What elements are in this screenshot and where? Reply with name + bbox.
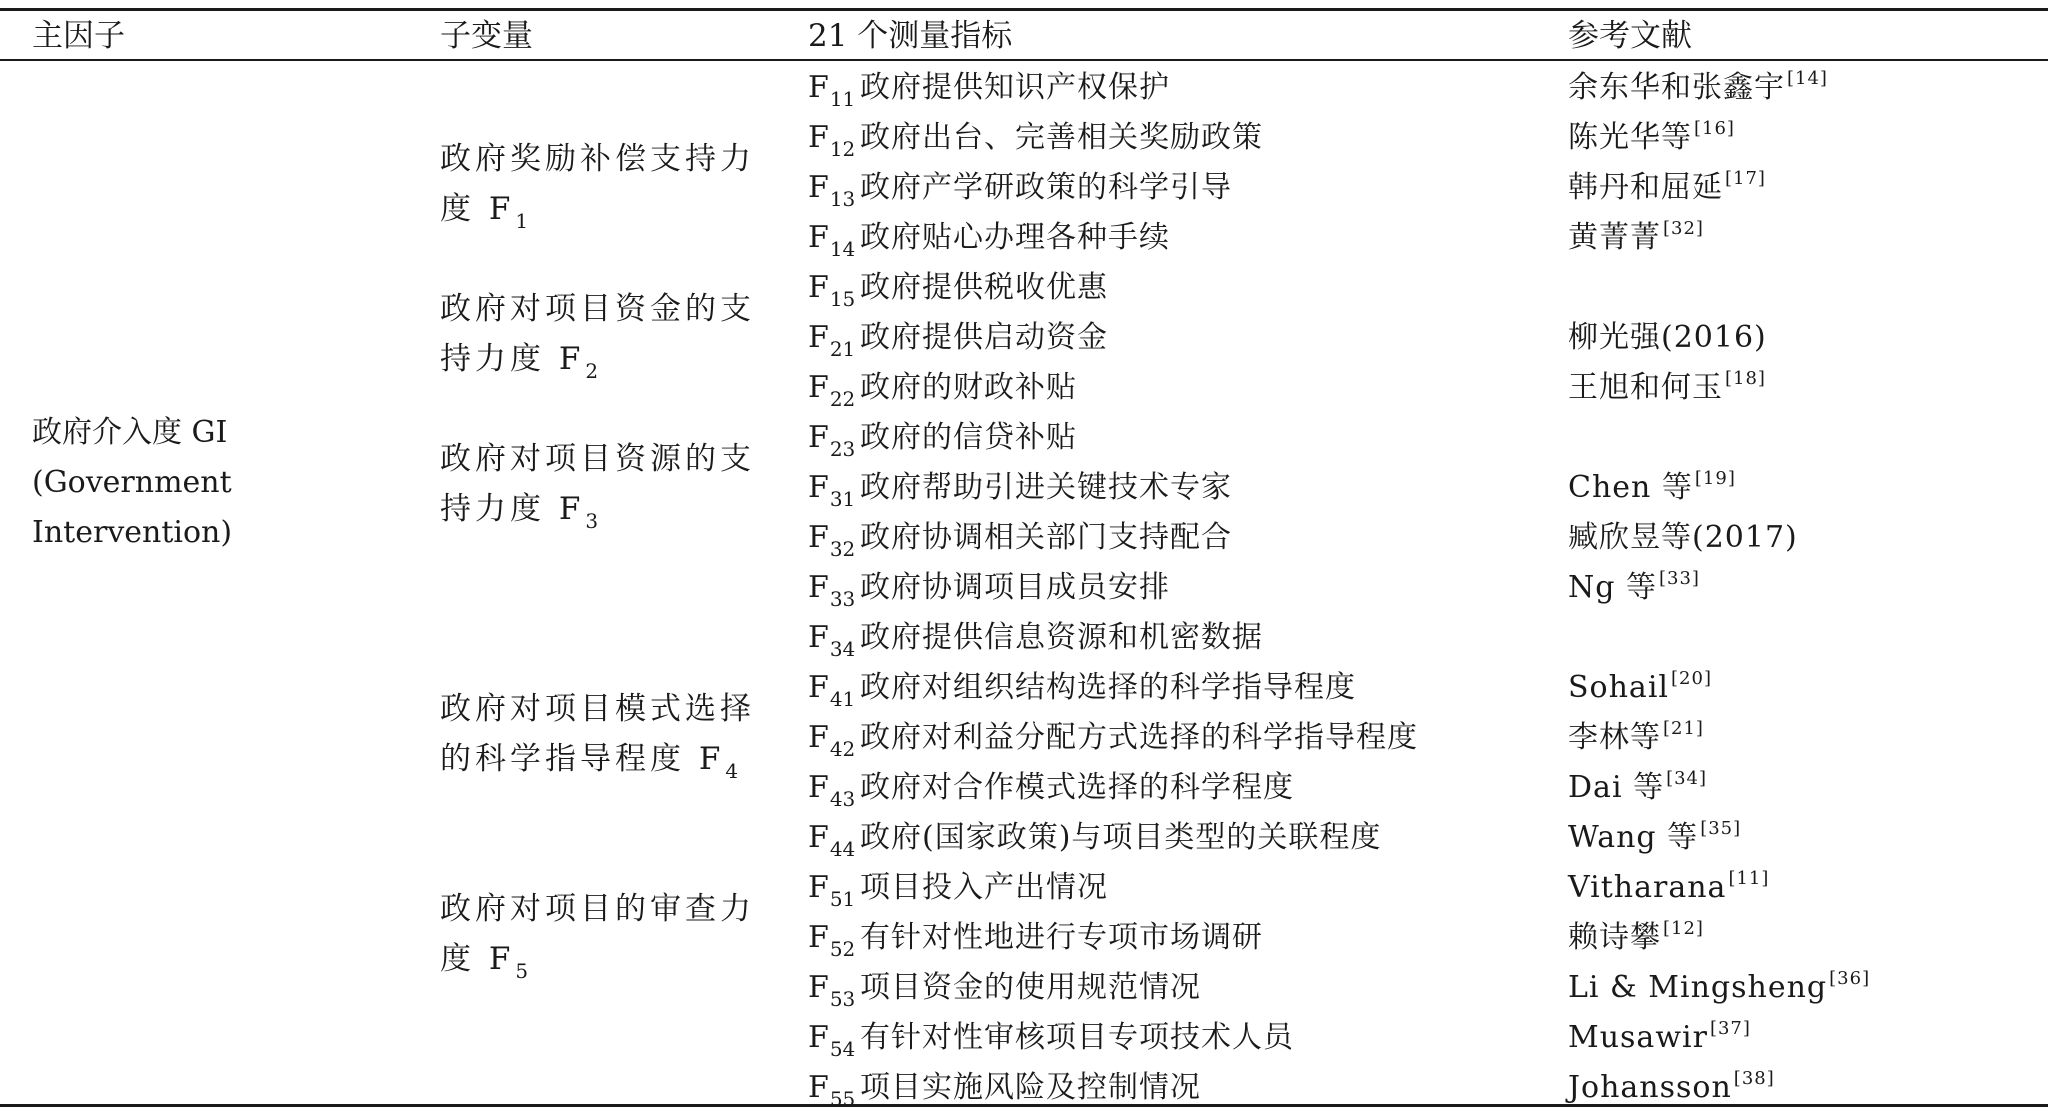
indicator-text: 有针对性地进行专项市场调研 <box>860 920 1263 955</box>
reference-citation: [20] <box>1671 668 1712 689</box>
reference-citation: [21] <box>1663 718 1704 739</box>
indicator-code-subscript: 34 <box>829 637 856 661</box>
header-subvariable: 子变量 <box>440 18 533 54</box>
indicator-row <box>808 63 1548 113</box>
main-factor-line: Intervention) <box>32 515 233 550</box>
reference-row <box>1568 113 2038 163</box>
indicator-row <box>808 1063 1548 1113</box>
reference-row <box>1568 963 2038 1013</box>
reference-text: Chen 等 <box>1568 470 1693 505</box>
reference-text: Musawir <box>1568 1020 1708 1055</box>
subvariable-text: 度 F <box>440 941 515 977</box>
indicator-code <box>808 1013 860 1065</box>
subvariable-line: 政府对项目资金的支 <box>440 291 755 327</box>
indicator-code-subscript: 15 <box>829 287 856 311</box>
indicator-code-letter: F <box>808 1020 829 1055</box>
indicator-row <box>808 663 1548 713</box>
indicator-row <box>808 163 1548 213</box>
indicator-text: 政府对组织结构选择的科学指导程度 <box>860 670 1356 705</box>
indicator-code-subscript: 13 <box>829 187 856 211</box>
indicator-row <box>808 613 1548 663</box>
subvariable-line: 政府奖励补偿支持力 <box>440 141 755 177</box>
indicator-code <box>808 913 860 965</box>
subvariable-subscript: 2 <box>585 359 603 383</box>
reference-text: Johansson <box>1568 1070 1732 1105</box>
reference-citation: [34] <box>1666 768 1708 789</box>
indicator-text: 政府产学研政策的科学引导 <box>860 170 1232 205</box>
subvariable-line <box>440 334 770 387</box>
indicator-code-subscript: 42 <box>829 737 856 761</box>
indicator-code-letter: F <box>808 220 829 255</box>
indicator-code-subscript: 44 <box>829 837 856 861</box>
indicator-code-subscript: 14 <box>829 237 856 261</box>
reference-text: 臧欣昱等(2017) <box>1568 520 1798 555</box>
subvariable-f2 <box>440 284 770 387</box>
indicator-code-letter: F <box>808 370 829 405</box>
indicator-code-letter: F <box>808 470 829 505</box>
reference-row <box>1568 563 2038 613</box>
indicator-code-subscript: 33 <box>829 587 856 611</box>
indicator-code <box>808 513 860 565</box>
indicator-code-letter: F <box>808 970 829 1005</box>
indicator-code-letter: F <box>808 570 829 605</box>
indicator-code-letter: F <box>808 120 829 155</box>
subvariable-f4 <box>440 684 770 787</box>
indicator-code <box>808 263 860 315</box>
subvariable-line: 政府对项目模式选择 <box>440 691 755 727</box>
indicator-code <box>808 363 860 415</box>
indicator-code <box>808 63 860 115</box>
indicator-row <box>808 863 1548 913</box>
reference-text: Vitharana <box>1568 870 1727 905</box>
indicator-text: 政府出台、完善相关奖励政策 <box>860 120 1263 155</box>
indicator-code-letter: F <box>808 70 829 105</box>
indicator-code-letter: F <box>808 770 829 805</box>
subvariable-f3 <box>440 434 770 537</box>
indicator-text: 政府(国家政策)与项目类型的关联程度 <box>860 820 1382 855</box>
reference-citation: [36] <box>1829 968 1871 989</box>
indicator-row <box>808 213 1548 263</box>
indicator-code <box>808 113 860 165</box>
indicator-text: 项目实施风险及控制情况 <box>860 1070 1201 1105</box>
subvariable-f1 <box>440 134 770 237</box>
subvariable-text: 持力度 F <box>440 341 585 377</box>
reference-citation: [32] <box>1663 218 1704 239</box>
header-main-factor: 主因子 <box>32 18 125 54</box>
indicator-text: 政府贴心办理各种手续 <box>860 220 1170 255</box>
indicator-code-letter: F <box>808 620 829 655</box>
indicator-text: 政府协调项目成员安排 <box>860 570 1170 605</box>
indicator-code <box>808 1063 860 1115</box>
reference-row <box>1568 763 2038 813</box>
reference-row <box>1568 713 2038 763</box>
reference-row <box>1568 313 2038 363</box>
indicator-code-letter: F <box>808 870 829 905</box>
indicator-row <box>808 563 1548 613</box>
reference-row <box>1568 513 2038 563</box>
reference-citation: [33] <box>1659 568 1700 589</box>
indicator-code-subscript: 32 <box>829 537 856 561</box>
indicator-code-letter: F <box>808 520 829 555</box>
indicator-code <box>808 613 860 665</box>
reference-citation: [11] <box>1728 868 1770 889</box>
indicator-code-subscript: 41 <box>829 687 856 711</box>
indicator-code <box>808 963 860 1015</box>
indicator-code-subscript: 31 <box>829 487 856 511</box>
indicator-text: 项目投入产出情况 <box>860 870 1108 905</box>
indicator-text: 政府协调相关部门支持配合 <box>860 520 1232 555</box>
reference-row <box>1568 413 2038 463</box>
indicator-text: 政府对合作模式选择的科学程度 <box>860 770 1294 805</box>
indicator-row <box>808 463 1548 513</box>
indicator-text: 政府的信贷补贴 <box>860 420 1077 455</box>
reference-text: Ng 等 <box>1568 570 1657 605</box>
indicator-code-letter: F <box>808 270 829 305</box>
reference-citation: [19] <box>1694 468 1736 489</box>
indicator-text: 政府提供知识产权保护 <box>860 70 1170 105</box>
indicator-text: 政府提供启动资金 <box>860 320 1108 355</box>
reference-row <box>1568 913 2038 963</box>
indicator-code-subscript: 12 <box>829 137 856 161</box>
indicator-code <box>808 463 860 515</box>
subvariable-text: 的科学指导程度 F <box>440 741 725 777</box>
indicator-code-subscript: 55 <box>829 1087 856 1111</box>
indicator-code <box>808 863 860 915</box>
indicator-row <box>808 113 1548 163</box>
indicator-text: 政府提供信息资源和机密数据 <box>860 620 1263 655</box>
main-factor-line: 政府介入度 GI <box>32 415 228 450</box>
indicator-code-subscript: 21 <box>829 337 856 361</box>
indicator-code <box>808 213 860 265</box>
indicator-code-letter: F <box>808 720 829 755</box>
indicator-row <box>808 263 1548 313</box>
indicator-code-subscript: 53 <box>829 987 856 1011</box>
reference-row <box>1568 263 2038 313</box>
indicator-code <box>808 813 860 865</box>
reference-row <box>1568 63 2038 113</box>
reference-text: 王旭和何玉 <box>1568 370 1723 405</box>
reference-citation: [16] <box>1694 118 1735 139</box>
reference-citation: [38] <box>1733 1068 1775 1089</box>
indicator-list <box>808 63 1548 1113</box>
header-indicators: 21 个测量指标 <box>808 18 1013 54</box>
indicator-code <box>808 563 860 615</box>
reference-row <box>1568 613 2038 663</box>
indicator-row <box>808 313 1548 363</box>
reference-row <box>1568 863 2038 913</box>
indicator-row <box>808 413 1548 463</box>
indicator-text: 政府提供税收优惠 <box>860 270 1108 305</box>
table-header-rule <box>0 59 2048 61</box>
indicator-code <box>808 663 860 715</box>
reference-citation: [12] <box>1663 918 1704 939</box>
reference-text: Wang 等 <box>1568 820 1699 855</box>
subvariable-subscript: 1 <box>515 209 533 233</box>
reference-text: Sohail <box>1568 670 1670 705</box>
indicator-row <box>808 963 1548 1013</box>
indicator-code-letter: F <box>808 670 829 705</box>
indicator-row <box>808 363 1548 413</box>
reference-row <box>1568 1063 2038 1113</box>
reference-row <box>1568 163 2038 213</box>
reference-text: Li & Mingsheng <box>1568 970 1828 1005</box>
reference-text: Dai 等 <box>1568 770 1665 805</box>
indicator-row <box>808 713 1548 763</box>
indicator-code-subscript: 43 <box>829 787 856 811</box>
reference-citation: [14] <box>1787 68 1828 89</box>
indicator-code-subscript: 11 <box>829 87 856 111</box>
indicator-row <box>808 763 1548 813</box>
reference-row <box>1568 363 2038 413</box>
reference-list <box>1568 63 2038 1113</box>
subvariable-line <box>440 184 770 237</box>
main-factor-line: (Government <box>32 465 232 500</box>
reference-text: 黄菁菁 <box>1568 220 1661 255</box>
indicator-row <box>808 913 1548 963</box>
subvariable-line: 政府对项目资源的支 <box>440 441 755 477</box>
indicator-code <box>808 413 860 465</box>
indicator-code-subscript: 52 <box>829 937 856 961</box>
reference-row <box>1568 463 2038 513</box>
indicator-text: 政府的财政补贴 <box>860 370 1077 405</box>
indicator-code <box>808 763 860 815</box>
subvariable-text: 持力度 F <box>440 491 585 527</box>
subvariable-subscript: 4 <box>725 759 743 783</box>
reference-citation: [37] <box>1709 1018 1751 1039</box>
indicator-code-subscript: 23 <box>829 437 856 461</box>
subvariable-line <box>440 484 770 537</box>
reference-row <box>1568 663 2038 713</box>
reference-text: 柳光强(2016) <box>1568 320 1767 355</box>
subvariable-line <box>440 734 770 787</box>
main-factor-cell <box>32 408 232 558</box>
indicator-text: 政府对利益分配方式选择的科学指导程度 <box>860 720 1418 755</box>
indicator-code-subscript: 22 <box>829 387 856 411</box>
subvariable-line: 政府对项目的审查力 <box>440 891 755 927</box>
indicator-row <box>808 513 1548 563</box>
reference-text: 李林等 <box>1568 720 1661 755</box>
reference-text: 陈光华等 <box>1568 120 1692 155</box>
reference-citation: [18] <box>1725 368 1766 389</box>
indicator-table <box>0 8 2048 1111</box>
indicator-text: 有针对性审核项目专项技术人员 <box>860 1020 1294 1055</box>
indicator-code-letter: F <box>808 420 829 455</box>
subvariable-subscript: 3 <box>585 509 603 533</box>
indicator-code-letter: F <box>808 820 829 855</box>
reference-text: 赖诗攀 <box>1568 920 1661 955</box>
header-references: 参考文献 <box>1568 18 1692 54</box>
reference-citation: [35] <box>1700 818 1742 839</box>
subvariable-line <box>440 934 770 987</box>
indicator-code-letter: F <box>808 1070 829 1105</box>
subvariable-text: 度 F <box>440 191 515 227</box>
indicator-row <box>808 1013 1548 1063</box>
reference-text: 余东华和张鑫宇 <box>1568 70 1785 105</box>
reference-row <box>1568 1013 2038 1063</box>
indicator-text: 政府帮助引进关键技术专家 <box>860 470 1232 505</box>
subvariable-subscript: 5 <box>515 959 533 983</box>
indicator-code-letter: F <box>808 170 829 205</box>
indicator-code <box>808 313 860 365</box>
subvariable-f5 <box>440 884 770 987</box>
indicator-code-letter: F <box>808 320 829 355</box>
reference-text: 韩丹和屈延 <box>1568 170 1723 205</box>
indicator-text: 项目资金的使用规范情况 <box>860 970 1201 1005</box>
reference-citation: [17] <box>1725 168 1766 189</box>
reference-row <box>1568 213 2038 263</box>
table-top-rule <box>0 8 2048 11</box>
indicator-code-letter: F <box>808 920 829 955</box>
reference-row <box>1568 813 2038 863</box>
indicator-row <box>808 813 1548 863</box>
indicator-code <box>808 163 860 215</box>
indicator-code-subscript: 51 <box>829 887 856 911</box>
indicator-code-subscript: 54 <box>829 1037 856 1061</box>
indicator-code <box>808 713 860 765</box>
